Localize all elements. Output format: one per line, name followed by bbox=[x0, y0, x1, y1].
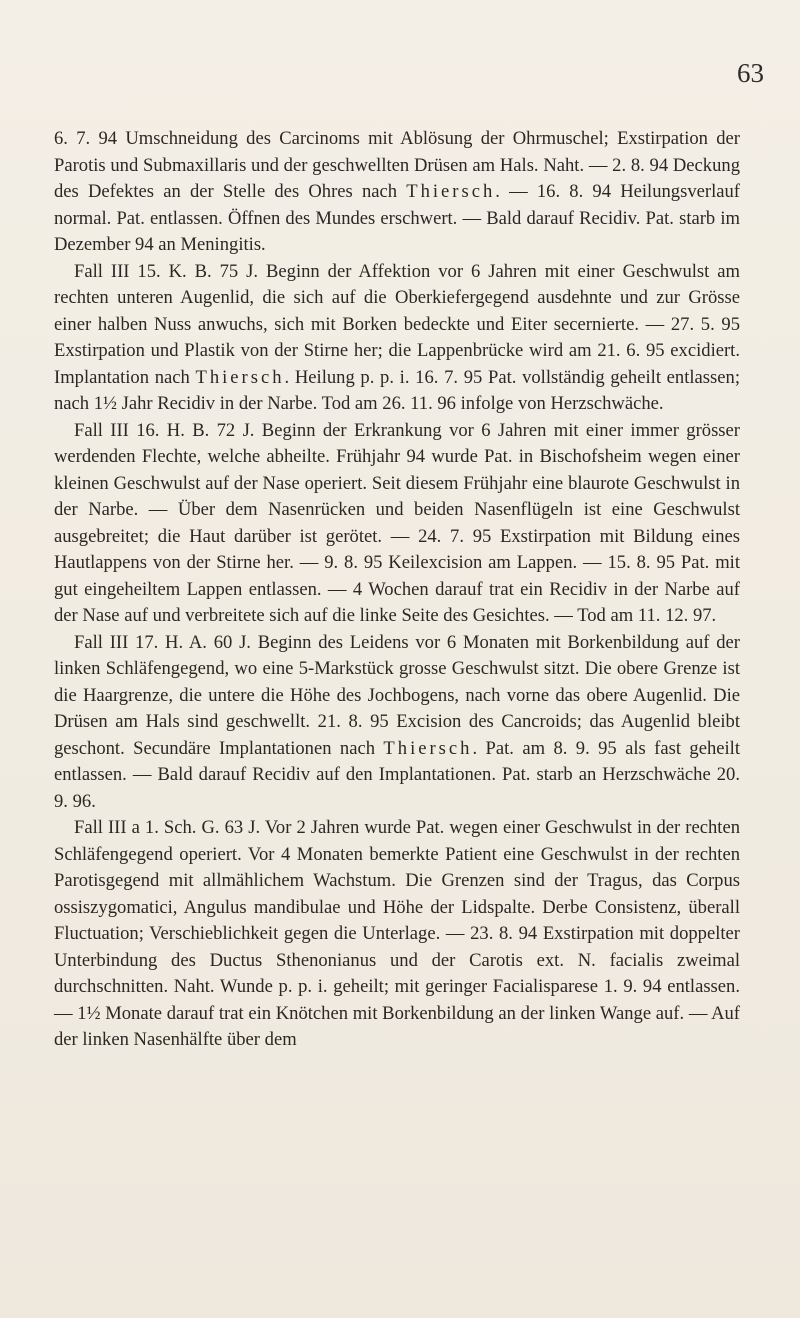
text-run: Fall III 15. K. B. 75 J. Beginn der Affektion vor 6 Jahren mit einer Geschwulst am rechten unteren Augenlid, die sich auf die Oberkiefergegend ausdehnte und zur Grösse einer halben Nuss anwuchs, sich mit Borken bedeckte und Eiter secernierte. — 27. 5. 95 Exstirpation und Plastik von der Stirne her; die Lappenbrücke wird am 21. 6. 95 excidiert. Implantation nach bbox=[54, 260, 740, 388]
paragraph bbox=[54, 815, 740, 1054]
page-number: 63 bbox=[737, 58, 764, 88]
text-run: 6. 7. 94 Umschneidung des Carcinoms mit Ablösung der Ohrmuschel; Exstirpation der Parotis und Submaxillaris und der geschwellten Drüsen am Hals. Naht. — 2. 8. 94 Deckung des Defektes an der Stelle des Ohres nach bbox=[54, 128, 740, 202]
text-run: Fall III 16. H. B. 72 J. Beginn der Erkrankung vor 6 Jahren mit einer immer grösser werdenden Flechte, welche abheilte. Frühjahr 94 wurde Pat. in Bischofsheim wegen einer kleinen Geschwulst auf der Nase operiert. Seit diesem Frühjahr eine blaurote Geschwulst in der Narbe. — Über dem Nasenrücken und beiden Nasenflügeln ist eine Geschwulst ausgebreitet; die Haut darüber ist gerötet. — 24. 7. 95 Exstirpation mit Bildung eines Hautlappens von der Stirne her. — 9. 8. 95 Keilexcision am Lappen. — 15. 8. 95 Pat. mit gut eingeheiltem Lappen entlassen. — 4 Wochen darauf trat ein Recidiv in der Narbe auf der Nase auf und verbreitete sich auf die linke Seite des Gesichtes. — Tod am 11. 12. 97. bbox=[54, 419, 740, 626]
text-run: . Pat. am 8. 9. 95 als fast geheilt entlassen. — Bald darauf Recidiv auf den Implantationen. Pat. starb an Herzschwäche 20. 9. 96. bbox=[54, 737, 740, 812]
text-run: . — 16. 8. 94 Heilungsverlauf normal. Pat. entlassen. Öffnen des Mundes erschwert. — Bald darauf Recidiv. Pat. starb im Dezember 94 an Meningitis. bbox=[54, 181, 740, 255]
body-text bbox=[54, 126, 740, 1054]
text-run: Fall III a 1. Sch. G. 63 J. Vor 2 Jahren wurde Pat. wegen einer Geschwulst in der rechten Schläfengegend operiert. Vor 4 Monaten bemerkte Patient eine Geschwulst in der rechten Parotisgegend mit allmählichem Wachstum. Die Grenzen sind der Tragus, das Corpus ossiszygomatici, Angulus mandibulae und Höhe der Lidspalte. Derbe Consistenz, überall Fluctuation; Verschieblichkeit gegen die Unterlage. — 23. 8. 94 Exstirpation mit doppelter Unterbindung des Ductus Sthenonianus und der Carotis ext. N. facialis zweimal durchschnitten. Naht. Wunde p. p. i. geheilt; mit geringer Facialisparese 1. 9. 94 entlassen. — 1½ Monate darauf trat ein Knötchen mit Borkenbildung an der linken Wange auf. — Auf der linken Nasenhälfte über dem bbox=[54, 817, 740, 1050]
paragraph bbox=[54, 259, 740, 418]
text-run: . Heilung p. p. i. 16. 7. 95 Pat. vollständig geheilt entlassen; nach 1½ Jahr Recidiv in der Narbe. Tod am 26. 11. 96 infolge von Herzschwäche. bbox=[54, 366, 740, 414]
author-name: Thiersch bbox=[383, 737, 473, 759]
author-name: Thiersch bbox=[195, 366, 285, 388]
text-run: Fall III 17. H. A. 60 J. Beginn des Leidens vor 6 Monaten mit Borkenbildung auf der linken Schläfengegend, wo eine 5-Markstück grosse Geschwulst sitzt. Die obere Grenze ist die Haargrenze, die untere die Höhe des Jochbogens, nach vorne das obere Augenlid. Die Drüsen am Hals sind geschwellt. 21. 8. 95 Excision des Cancroids; das Augenlid bleibt geschont. Secundäre Implantationen nach bbox=[54, 631, 740, 759]
paragraph bbox=[54, 418, 740, 630]
paragraph bbox=[54, 126, 740, 259]
paragraph bbox=[54, 630, 740, 816]
author-name: Thiersch bbox=[406, 181, 496, 202]
